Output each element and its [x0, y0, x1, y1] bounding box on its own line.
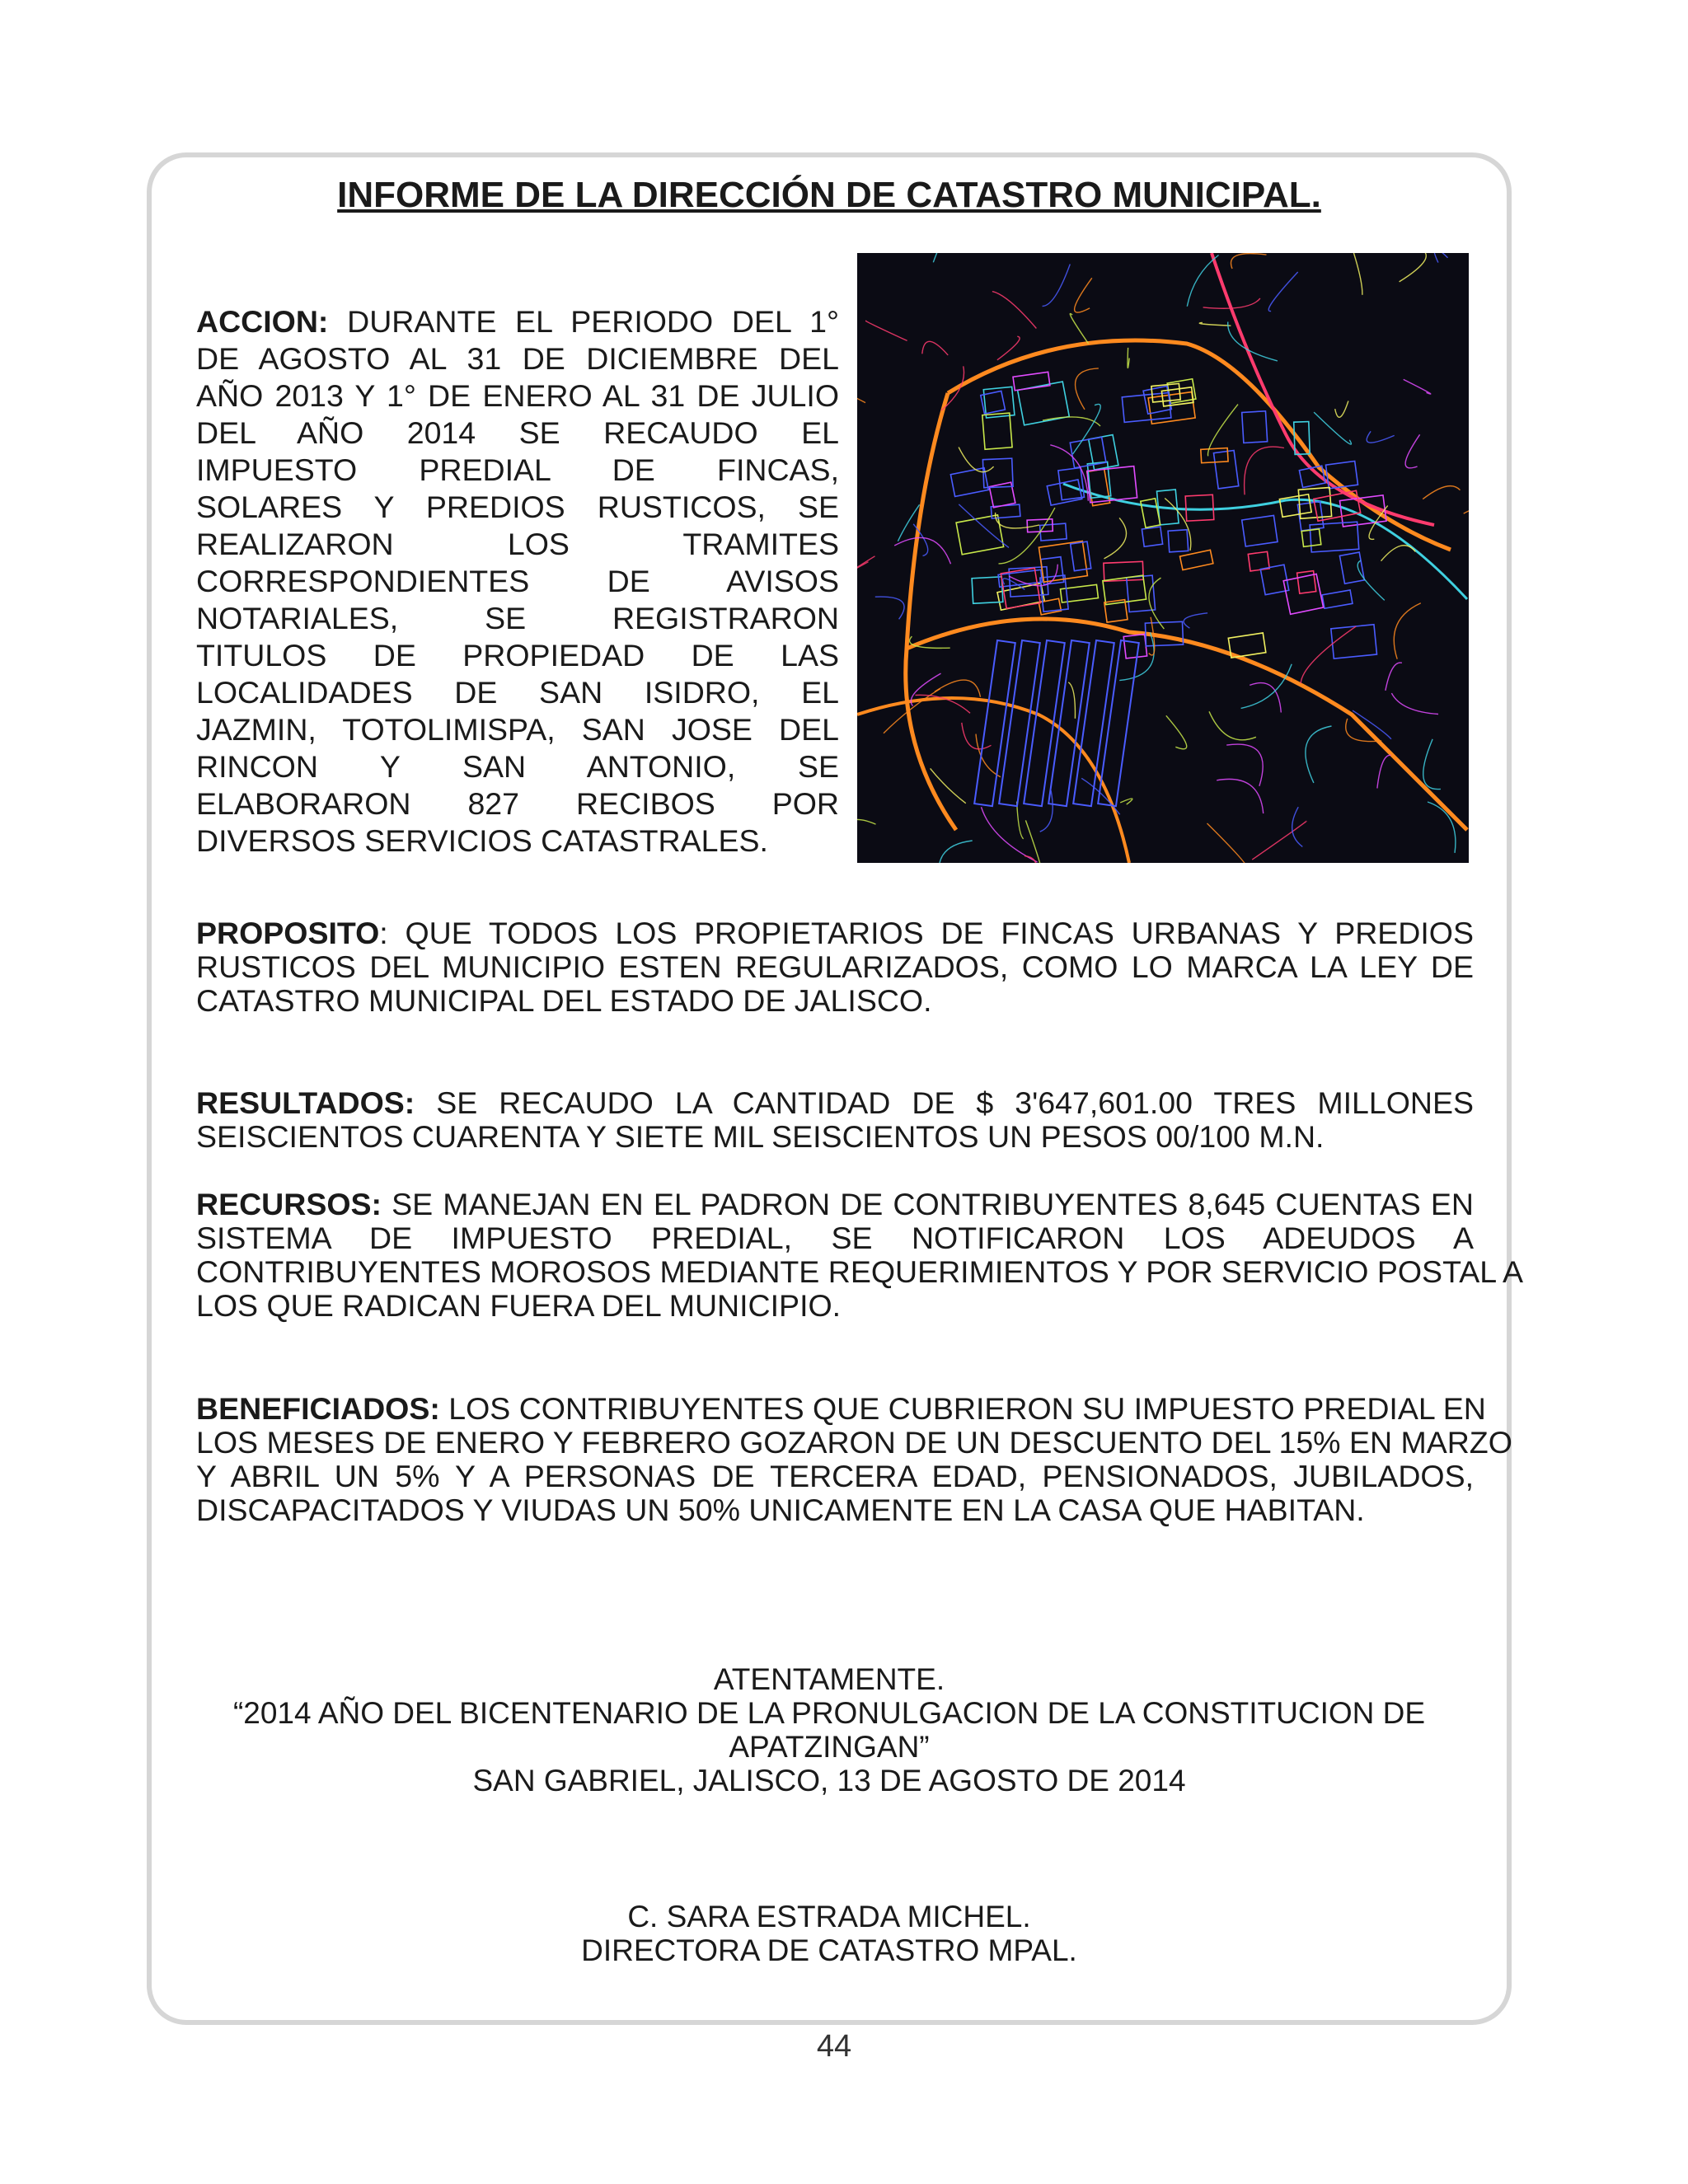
- accion-label: ACCION:: [196, 304, 329, 339]
- map-parcel-line: [1184, 613, 1207, 628]
- map-parcel-line: [1386, 663, 1402, 691]
- map-parcel-line: [1405, 434, 1419, 468]
- closing-motto-line-2: APATZINGAN”: [729, 1730, 930, 1764]
- accion-line-2: AÑO 2013 Y 1° DE ENERO AL 31 DE JULIO: [196, 378, 839, 413]
- map-parcel-line: [1250, 683, 1281, 713]
- map-parcel-line: [1464, 503, 1469, 523]
- accion-line-13: ELABORARON 827 RECIBOS POR: [196, 786, 839, 821]
- page-number: 44: [816, 2029, 852, 2064]
- cadastral-map-image: [857, 253, 1469, 863]
- map-parcel-line: [933, 253, 967, 262]
- map-parcel-line: [1068, 682, 1075, 719]
- map-parcel-line: [1301, 626, 1356, 683]
- map-parcel-line: [1217, 779, 1264, 813]
- recursos-line-0: RECURSOS: SE MANEJAN EN EL PADRON DE CONTRIBUYENTES 8,645 CUENTAS EN: [196, 1187, 1474, 1221]
- recursos-paragraph: [196, 1187, 1524, 1323]
- accion-line-8: NOTARIALES, SE REGISTRARON: [196, 601, 839, 635]
- map-block: [1339, 552, 1364, 583]
- map-block: [1087, 462, 1110, 498]
- accion-line-6: REALIZARON LOS TRAMITES: [196, 527, 839, 561]
- map-block: [1242, 515, 1278, 546]
- accion-line-1: DE AGOSTO AL 31 DE DICIEMBRE DEL: [196, 341, 839, 376]
- map-parcel-line: [1423, 739, 1441, 790]
- map-parcel-line: [1245, 447, 1284, 494]
- beneficiados-label: BENEFICIADOS:: [196, 1391, 440, 1426]
- map-parcel-line: [1128, 348, 1129, 368]
- closing-motto-line-1: “2014 AÑO DEL BICENTENARIO DE LA PRONULGACION DE LA CONSTITUCION DE: [232, 1696, 1426, 1730]
- map-parcel-line: [1207, 823, 1248, 863]
- map-parcel-line: [1292, 807, 1303, 846]
- map-block: [1331, 625, 1377, 658]
- proposito-line-2: CATASTRO MUNICIPAL DEL ESTADO DE JALISCO.: [196, 983, 932, 1018]
- map-parcel-line: [1050, 445, 1088, 501]
- recursos-label: RECURSOS:: [196, 1187, 382, 1221]
- map-block: [982, 413, 1012, 449]
- map-block: [1013, 372, 1050, 390]
- map-block: [1214, 450, 1239, 488]
- map-farm-parcel: [974, 640, 1015, 806]
- map-parcel-line: [857, 556, 875, 569]
- recursos-line-3: LOS QUE RADICAN FUERA DEL MUNICIPIO.: [196, 1288, 842, 1323]
- map-parcel-line: [935, 680, 981, 697]
- map-parcel-line: [1076, 368, 1099, 410]
- map-parcel-line: [1022, 856, 1037, 864]
- map-block: [1310, 522, 1359, 552]
- accion-line-9: TITULOS DE PROPIEDAD DE LAS: [196, 638, 839, 673]
- resultados-paragraph: [196, 1086, 1474, 1154]
- map-block: [1058, 468, 1085, 500]
- map-block: [1018, 382, 1070, 425]
- resultados-label: RESULTADOS:: [196, 1085, 415, 1120]
- proposito-label: PROPOSITO: [196, 916, 380, 950]
- map-block: [1123, 635, 1146, 658]
- signatory-name: C. SARA ESTRADA MICHEL.: [627, 1900, 1031, 1933]
- map-parcel-line: [1075, 278, 1092, 312]
- map-parcel-line: [1017, 802, 1024, 839]
- map-ring-road: [906, 340, 1467, 830]
- map-parcel-line: [1423, 486, 1460, 499]
- proposito-paragraph: [196, 916, 1474, 1018]
- map-parcel-line: [1199, 323, 1231, 326]
- map-farm-parcel: [1024, 640, 1065, 806]
- map-parcel-line: [1314, 412, 1351, 444]
- map-block: [1161, 387, 1193, 406]
- accion-line-11: JAZMIN, TOTOLIMISPA, SAN JOSE DEL: [196, 712, 839, 747]
- map-block: [1279, 494, 1311, 518]
- beneficiados-line-3: DISCAPACITADOS Y VIUDAS UN 50% UNICAMENTE EN LA CASA QUE HABITAN.: [196, 1493, 1365, 1527]
- map-parcel-line: [1070, 314, 1088, 344]
- map-parcel-line: [1394, 603, 1421, 659]
- map-parcel-line: [922, 341, 948, 355]
- map-parcel-line: [1209, 711, 1256, 740]
- map-parcel-line: [1104, 518, 1127, 559]
- proposito-line-0: PROPOSITO: QUE TODOS LOS PROPIETARIOS DE FINCAS URBANAS Y PREDIOS: [196, 916, 1474, 950]
- map-parcel-line: [1391, 693, 1438, 714]
- map-parcel-line: [1353, 253, 1362, 295]
- map-parcel-line: [1040, 790, 1053, 832]
- accion-line-14: DIVERSOS SERVICIOS CATASTRALES.: [196, 823, 768, 858]
- map-parcel-line: [1400, 253, 1427, 282]
- map-parcel-line: [982, 807, 1038, 862]
- recursos-line-2: CONTRIBUYENTES MOROSOS MEDIANTE REQUERIMIENTOS Y POR SERVICIO POSTAL A: [196, 1254, 1524, 1289]
- map-block: [1242, 411, 1268, 443]
- resultados-line-0: RESULTADOS: SE RECAUDO LA CANTIDAD DE $ 3'647,601.00 TRES MILLONES: [196, 1085, 1474, 1120]
- accion-line-12: RINCON Y SAN ANTONIO, SE: [196, 749, 839, 784]
- map-parcel-line: [1404, 379, 1431, 394]
- map-block: [1142, 527, 1162, 546]
- map-parcel-line: [1377, 755, 1391, 788]
- map-parcel-line: [992, 292, 1037, 329]
- page-title: INFORME DE LA DIRECCIÓN DE CATASTRO MUNICIPAL.: [337, 175, 1321, 215]
- accion-line-7: CORRESPONDIENTES DE AVISOS: [196, 564, 839, 598]
- map-parcel-line: [1226, 744, 1263, 786]
- accion-line-0: ACCION: DURANTE EL PERIODO DEL 1°: [196, 304, 839, 339]
- signatory-role: DIRECTORA DE CATASTRO MPAL.: [581, 1933, 1077, 1967]
- map-farm-parcel: [1098, 640, 1139, 806]
- map-parcel-line: [1434, 253, 1448, 263]
- map-parcel-line: [1231, 254, 1266, 269]
- resultados-line-1: SEISCIENTOS CUARENTA Y SIETE MIL SEISCIENTOS UN PESOS 00/100 M.N.: [196, 1119, 1325, 1154]
- map-road-south: [857, 698, 1129, 863]
- map-parcel-line: [999, 508, 1055, 564]
- recursos-line-1: SISTEMA DE IMPUESTO PREDIAL, SE NOTIFICARON LOS ADEUDOS A: [196, 1221, 1474, 1255]
- map-parcel-line: [1252, 821, 1306, 860]
- map-parcel-line: [866, 321, 907, 340]
- map-parcel-line: [1073, 404, 1101, 454]
- map-parcel-line: [1120, 799, 1132, 804]
- map-block: [1283, 574, 1323, 614]
- map-block: [1322, 590, 1353, 608]
- map-parcel-line: [875, 597, 904, 619]
- beneficiados-line-2: Y ABRIL UN 5% Y A PERSONAS DE TERCERA EDAD, PENSIONADOS, JUBILADOS,: [196, 1459, 1474, 1493]
- map-parcel-line: [857, 382, 865, 403]
- beneficiados-paragraph: [196, 1391, 1512, 1527]
- accion-line-10: LOCALIDADES DE SAN ISIDRO, EL: [196, 675, 839, 710]
- proposito-line-1: RUSTICOS DEL MUNICIPIO ESTEN REGULARIZADOS, COMO LO MARCA LA LEY DE: [196, 949, 1474, 984]
- map-parcel-line: [857, 819, 876, 853]
- closing-place-date: SAN GABRIEL, JALISCO, 13 DE AGOSTO DE 2014: [472, 1764, 1186, 1797]
- accion-line-4: IMPUESTO PREDIAL DE FINCAS,: [196, 452, 839, 487]
- map-highway: [1212, 253, 1434, 525]
- map-parcel-line: [1306, 726, 1332, 783]
- beneficiados-line-1: LOS MESES DE ENERO Y FEBRERO GOZARON DE UN DESCUENTO DEL 15% EN MARZO: [196, 1425, 1512, 1460]
- map-block: [1071, 541, 1091, 571]
- map-parcel-line: [1043, 265, 1071, 307]
- map-parcel-line: [1367, 431, 1395, 443]
- signature-block: [147, 1900, 1512, 1967]
- map-block: [1168, 530, 1189, 552]
- closing-block: [147, 1662, 1512, 1797]
- accion-line-3: DEL AÑO 2014 SE RECAUDO EL: [196, 415, 839, 450]
- closing-atentamente: ATENTAMENTE.: [713, 1662, 945, 1696]
- map-parcel-line: [894, 537, 950, 564]
- map-parcel-line: [939, 841, 973, 863]
- map-parcel-line: [1335, 401, 1348, 418]
- map-parcel-line: [1268, 272, 1297, 312]
- map-parcel-line: [1428, 802, 1456, 853]
- accion-line-5: SOLARES Y PREDIOS RUSTICOS, SE: [196, 490, 839, 524]
- city-street-map: [857, 253, 1469, 863]
- map-parcel-line: [997, 336, 1020, 360]
- map-parcel-line: [1228, 322, 1278, 361]
- map-parcel-line: [1166, 715, 1187, 748]
- map-block: [1185, 494, 1214, 521]
- map-parcel-line: [1241, 664, 1292, 709]
- accion-paragraph: [196, 303, 839, 860]
- map-block: [1180, 550, 1213, 569]
- map-farm-parcel: [1073, 640, 1114, 806]
- map-farm-parcel: [999, 640, 1040, 806]
- map-parcel-line: [1381, 546, 1416, 561]
- beneficiados-line-0: BENEFICIADOS: LOS CONTRIBUYENTES QUE CUBRIERON SU IMPUESTO PREDIAL EN: [196, 1391, 1486, 1426]
